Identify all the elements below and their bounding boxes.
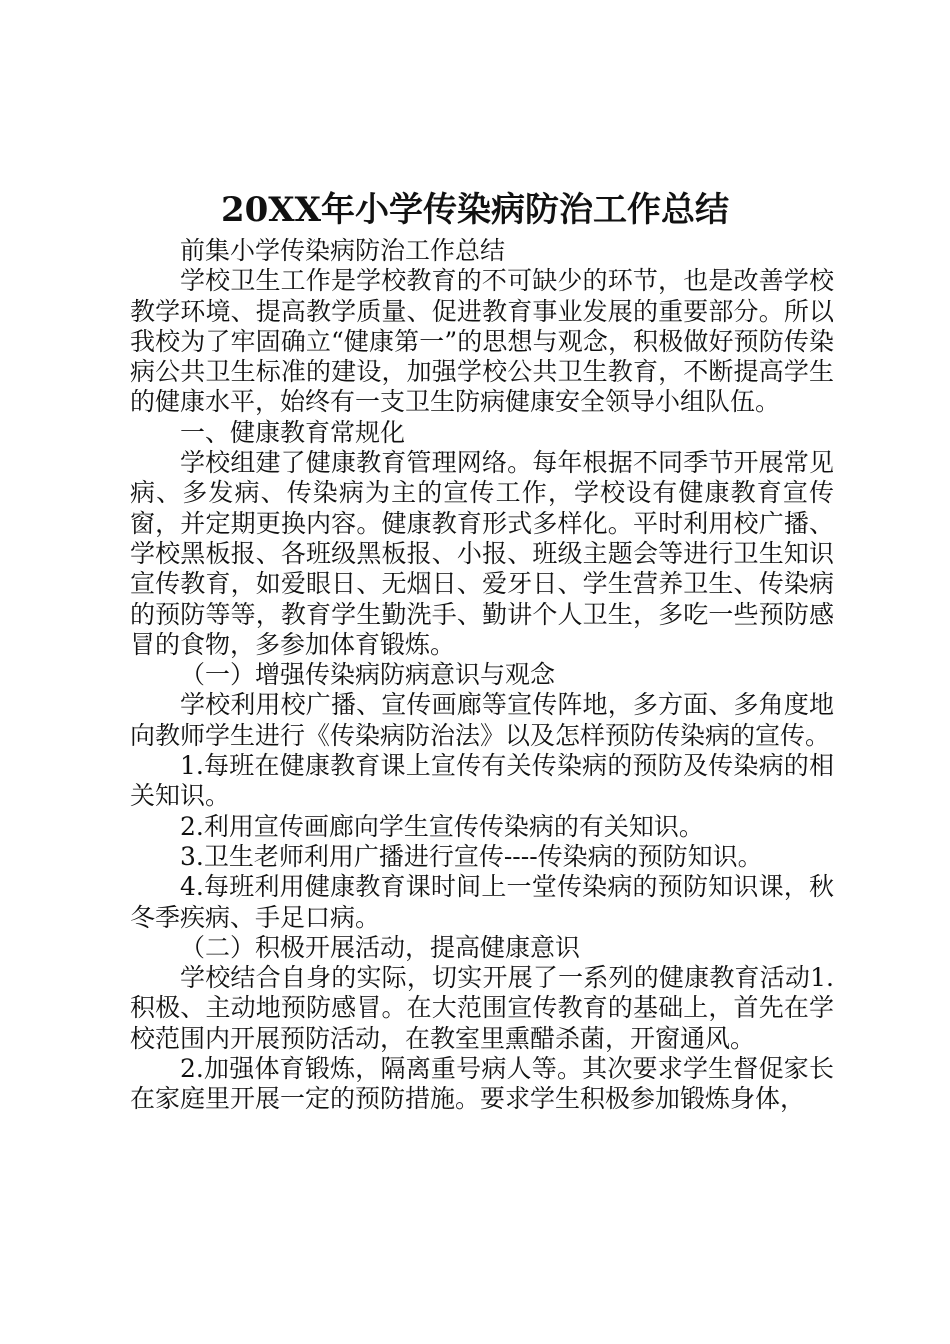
paragraph: 学校利用校广播、宣传画廊等宣传阵地，多方面、多角度地向教师学生进行《传染病防治法》以及怎样预防传染病的宣传。: [130, 690, 834, 750]
list-item: 2.利用宣传画廊向学生宣传传染病的有关知识。: [180, 811, 704, 841]
paragraph: 学校结合自身的实际，切实开展了一系列的健康教育活动1.积极、主动地预防感冒。在大范围宣传教育的基础上，首先在学校范围内开展预防活动，在教室里熏醋杀菌，开窗通风。: [130, 963, 834, 1053]
document-body: [130, 236, 834, 1115]
section-heading: 一、健康教育常规化: [180, 417, 406, 447]
paragraph: 前集小学传染病防治工作总结: [180, 236, 506, 265]
list-item: 3.卫生老师利用广播进行宣传----传染病的预防知识。: [180, 841, 763, 871]
paragraph: 学校组建了健康教育管理网络。每年根据不同季节开展常见病、多发病、传染病为主的宣传工作，学校设有健康教育宣传窗，并定期更换内容。健康教育形式多样化。平时利用校广播、学校黑板报、各班级黑板报、小报、班级主题会等进行卫生知识宣传教育，如爱眼日、无烟日、爱牙日、学生营养卫生、传染病的预防等等，教育学生勤洗手、勤讲个人卫生，多吃一些预防感冒的食物，多参加体育锻炼。: [130, 448, 834, 659]
subsection-heading: （二）积极开展活动，提高健康意识: [180, 932, 581, 962]
subsection-heading: （一）增强传染病防病意识与观念: [180, 660, 556, 690]
document-title: 20XX年小学传染病防治工作总结: [220, 190, 730, 230]
paragraph: 2.加强体育锻炼，隔离重号病人等。其次要求学生督促家长在家庭里开展一定的预防措施。要求学生积极参加锻炼身体，: [130, 1054, 834, 1114]
list-item: 1.每班在健康教育课上宣传有关传染病的预防及传染病的相关知识。: [130, 751, 834, 811]
paragraph: 学校卫生工作是学校教育的不可缺少的环节，也是改善学校教学环境、提高教学质量、促进教育事业发展的重要部分。所以我校为了牢固确立“健康第一”的思想与观念，积极做好预防传染病公共卫生标准的建设，加强学校公共卫生教育，不断提高学生的健康水平，始终有一支卫生防病健康安全领导小组队伍。: [130, 266, 834, 417]
list-item: 4.每班利用健康教育课时间上一堂传染病的预防知识课，秋冬季疾病、手足口病。: [130, 872, 834, 932]
